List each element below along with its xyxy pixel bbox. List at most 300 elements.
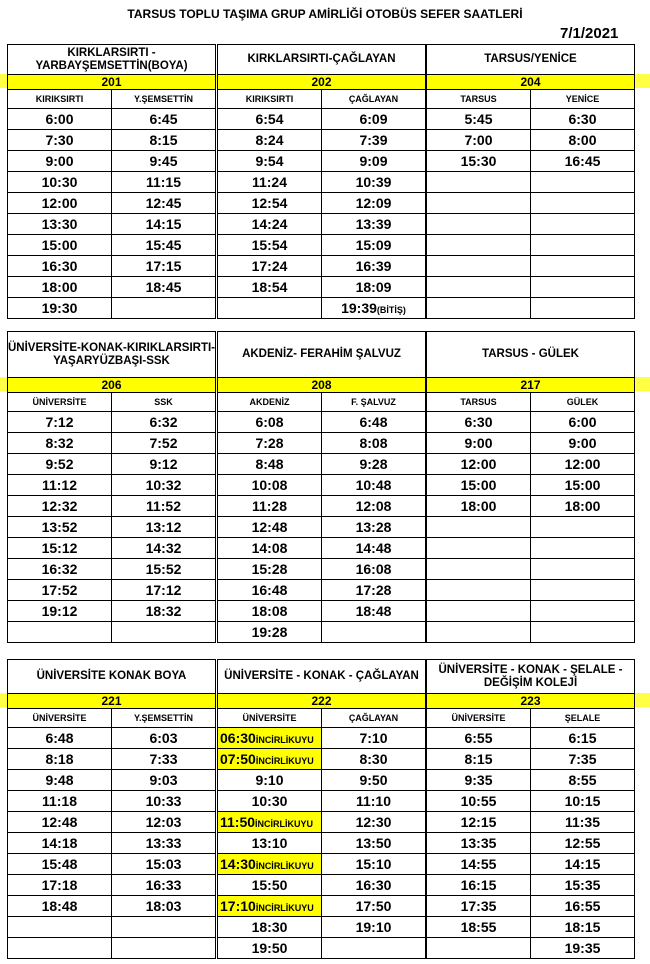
time-cell [8, 938, 112, 959]
route-number: 208 [218, 378, 426, 393]
time-cell: 18:45 [112, 277, 216, 298]
time-row [427, 475, 635, 496]
time-row [427, 622, 635, 643]
time-cell: 18:48 [8, 896, 112, 917]
time-cell [427, 580, 531, 601]
time-row [218, 109, 426, 130]
route-block [426, 331, 635, 643]
time-row [427, 559, 635, 580]
time-cell: 7:28 [218, 433, 322, 454]
time-cell [322, 938, 426, 959]
time-cell [427, 256, 531, 277]
time-cell: 14:08 [218, 538, 322, 559]
time-row [8, 454, 216, 475]
time-cell [218, 812, 322, 833]
time-cell: 12:00 [8, 193, 112, 214]
time-cell: 12:15 [427, 812, 531, 833]
time-cell: 19:50 [218, 938, 322, 959]
time-cell: 12:48 [218, 517, 322, 538]
time-cell: 19:12 [8, 601, 112, 622]
departure-time: 17:10 [220, 898, 256, 914]
time-cell: 9:35 [427, 770, 531, 791]
time-cell: 18:30 [218, 917, 322, 938]
route-number: 221 [8, 694, 216, 709]
stop-note: İNCİRLİKUYU [255, 903, 314, 913]
time-cell [427, 172, 531, 193]
route-table [7, 659, 216, 959]
time-row [8, 559, 216, 580]
time-cell: 13:12 [112, 517, 216, 538]
time-cell [218, 298, 322, 319]
route-name: ÜNİVERSİTE KONAK BOYA [8, 660, 216, 694]
time-cell [427, 277, 531, 298]
time-cell: 7:39 [322, 130, 426, 151]
time-cell: 17:50 [322, 896, 426, 917]
route-number-row [427, 75, 635, 90]
time-cell: 17:15 [112, 256, 216, 277]
time-row [8, 601, 216, 622]
time-cell: 7:33 [112, 749, 216, 770]
time-row [427, 454, 635, 475]
time-row [218, 938, 426, 959]
time-row [427, 172, 635, 193]
time-row [218, 580, 426, 601]
time-cell [218, 728, 322, 749]
time-cell: 18:08 [218, 601, 322, 622]
time-row [218, 917, 426, 938]
route-block [7, 44, 216, 319]
time-cell: 15:45 [112, 235, 216, 256]
departure-time: 19:39 [341, 300, 377, 316]
time-cell: 6:45 [112, 109, 216, 130]
column-header: Y.ŞEMSETTİN [112, 90, 216, 109]
route-name: AKDENİZ- FERAHİM ŞALVUZ [218, 332, 426, 378]
time-cell [531, 214, 635, 235]
time-cell [531, 277, 635, 298]
route-name: KIRKLARSIRTI-ÇAĞLAYAN [218, 45, 426, 75]
time-row [8, 109, 216, 130]
time-cell [427, 622, 531, 643]
time-cell: 12:08 [322, 496, 426, 517]
time-cell: 12:03 [112, 812, 216, 833]
time-row [8, 517, 216, 538]
time-cell: 9:54 [218, 151, 322, 172]
route-name-row [8, 45, 216, 75]
time-cell [531, 235, 635, 256]
page-title: TARSUS TOPLU TAŞIMA GRUP AMİRLİĞİ OTOBÜS SEFER SAATLERİ [127, 7, 523, 21]
time-row [218, 749, 426, 770]
time-row [427, 601, 635, 622]
time-row [427, 791, 635, 812]
time-cell: 15:30 [427, 151, 531, 172]
time-row [427, 812, 635, 833]
time-cell: 11:35 [531, 812, 635, 833]
time-row [427, 277, 635, 298]
time-cell: 14:15 [112, 214, 216, 235]
time-row [218, 601, 426, 622]
time-row [427, 833, 635, 854]
time-cell [112, 298, 216, 319]
time-row [8, 791, 216, 812]
column-header-row [8, 709, 216, 728]
time-cell: 15:28 [218, 559, 322, 580]
time-cell: 11:24 [218, 172, 322, 193]
column-header: Y.ŞEMSETTİN [112, 709, 216, 728]
time-cell: 18:00 [8, 277, 112, 298]
time-cell: 16:32 [8, 559, 112, 580]
end-note: (BİTİŞ) [376, 305, 406, 315]
time-cell: 8:48 [218, 454, 322, 475]
column-header-row [8, 90, 216, 109]
time-cell: 11:15 [112, 172, 216, 193]
route-number-row [218, 378, 426, 393]
time-row [427, 109, 635, 130]
time-cell: 17:52 [8, 580, 112, 601]
time-cell: 13:50 [322, 833, 426, 854]
time-cell: 14:48 [322, 538, 426, 559]
time-row [8, 938, 216, 959]
time-cell: 18:55 [427, 917, 531, 938]
column-header: F. ŞALVUZ [322, 393, 426, 412]
time-row [427, 896, 635, 917]
time-cell [531, 559, 635, 580]
column-header: YENİCE [531, 90, 635, 109]
time-cell: 6:32 [112, 412, 216, 433]
time-row [218, 538, 426, 559]
time-cell: 12:30 [322, 812, 426, 833]
column-header: SSK [112, 393, 216, 412]
time-cell [218, 896, 322, 917]
time-cell: 6:48 [322, 412, 426, 433]
time-cell: 15:35 [531, 875, 635, 896]
time-cell: 14:32 [112, 538, 216, 559]
stop-note: İNCİRLİKUYU [255, 819, 314, 829]
time-cell: 15:00 [531, 475, 635, 496]
time-cell [531, 517, 635, 538]
time-row [218, 475, 426, 496]
time-cell [531, 256, 635, 277]
time-cell: 9:00 [8, 151, 112, 172]
time-row [8, 235, 216, 256]
time-cell: 12:55 [531, 833, 635, 854]
time-cell: 12:48 [8, 812, 112, 833]
column-header: ÜNİVERSİTE [218, 709, 322, 728]
time-cell: 17:12 [112, 580, 216, 601]
time-cell: 16:33 [112, 875, 216, 896]
column-header: ÜNİVERSİTE [427, 709, 531, 728]
route-name-row [218, 660, 426, 694]
time-row [427, 496, 635, 517]
route-number-row [427, 378, 635, 393]
time-cell: 15:54 [218, 235, 322, 256]
time-row [427, 412, 635, 433]
time-cell: 8:24 [218, 130, 322, 151]
route-name: ÜNİVERSİTE - KONAK - ÇAĞLAYAN [218, 660, 426, 694]
time-cell: 12:45 [112, 193, 216, 214]
time-row [218, 517, 426, 538]
time-row [427, 538, 635, 559]
time-cell: 15:50 [218, 875, 322, 896]
time-row [427, 151, 635, 172]
route-table [426, 331, 635, 643]
column-header: KIRIKSIRTI [218, 90, 322, 109]
route-name: TARSUS - GÜLEK [427, 332, 635, 378]
time-cell: 15:10 [322, 854, 426, 875]
time-row [218, 791, 426, 812]
time-cell: 10:55 [427, 791, 531, 812]
time-cell: 13:35 [427, 833, 531, 854]
time-row [8, 749, 216, 770]
route-table [426, 659, 635, 959]
column-header-row [427, 90, 635, 109]
time-cell: 16:48 [218, 580, 322, 601]
route-table [7, 44, 216, 319]
time-cell: 9:45 [112, 151, 216, 172]
stop-note: İNCİRLİKUYU [255, 735, 314, 745]
route-name-row [218, 332, 426, 378]
time-cell: 9:00 [427, 433, 531, 454]
time-cell [8, 917, 112, 938]
time-cell: 16:08 [322, 559, 426, 580]
time-cell: 13:10 [218, 833, 322, 854]
time-cell [322, 298, 426, 319]
route-number-row [218, 75, 426, 90]
time-cell: 10:33 [112, 791, 216, 812]
time-cell [112, 622, 216, 643]
time-row [427, 875, 635, 896]
time-cell: 9:52 [8, 454, 112, 475]
time-cell [427, 298, 531, 319]
time-cell: 7:35 [531, 749, 635, 770]
column-header: AKDENİZ [218, 393, 322, 412]
column-header-row [8, 393, 216, 412]
time-cell: 17:24 [218, 256, 322, 277]
departure-time: 14:30 [220, 856, 256, 872]
route-table [217, 44, 426, 319]
time-row [218, 854, 426, 875]
time-row [218, 130, 426, 151]
time-cell: 18:15 [531, 917, 635, 938]
time-cell: 10:48 [322, 475, 426, 496]
time-cell: 8:08 [322, 433, 426, 454]
time-cell [531, 193, 635, 214]
time-cell: 19:10 [322, 917, 426, 938]
time-cell: 12:00 [427, 454, 531, 475]
schedule-date: 7/1/2021 [560, 25, 619, 42]
column-header: ÇAĞLAYAN [322, 709, 426, 728]
time-row [8, 580, 216, 601]
route-number: 223 [427, 694, 635, 709]
time-row [8, 728, 216, 749]
time-row [8, 538, 216, 559]
time-row [8, 256, 216, 277]
time-cell: 10:30 [8, 172, 112, 193]
route-number: 217 [427, 378, 635, 393]
time-cell [427, 517, 531, 538]
time-row [427, 214, 635, 235]
time-cell: 19:28 [218, 622, 322, 643]
route-table [217, 659, 426, 959]
time-cell: 14:18 [8, 833, 112, 854]
time-row [218, 172, 426, 193]
time-cell: 8:15 [112, 130, 216, 151]
route-name: TARSUS/YENİCE [427, 45, 635, 75]
time-row [218, 277, 426, 298]
column-header: ÇAĞLAYAN [322, 90, 426, 109]
time-cell: 14:24 [218, 214, 322, 235]
time-cell: 17:28 [322, 580, 426, 601]
column-header: ÜNİVERSİTE [8, 709, 112, 728]
time-row [8, 475, 216, 496]
time-cell: 11:12 [8, 475, 112, 496]
time-cell: 13:52 [8, 517, 112, 538]
stop-note: İNCİRLİKUYU [255, 861, 314, 871]
time-cell: 13:30 [8, 214, 112, 235]
time-cell: 18:00 [427, 496, 531, 517]
time-cell: 15:00 [8, 235, 112, 256]
time-cell: 6:54 [218, 109, 322, 130]
time-cell: 16:39 [322, 256, 426, 277]
stop-note: İNCİRLİKUYU [255, 756, 314, 766]
route-block [217, 659, 426, 959]
time-row [218, 728, 426, 749]
route-number: 204 [427, 75, 635, 90]
route-name-row [218, 45, 426, 75]
time-row [218, 214, 426, 235]
time-cell: 16:30 [8, 256, 112, 277]
time-cell: 6:48 [8, 728, 112, 749]
time-cell: 15:12 [8, 538, 112, 559]
time-cell: 16:30 [322, 875, 426, 896]
time-row [218, 235, 426, 256]
time-cell [427, 538, 531, 559]
route-name: KIRKLARSIRTI - YARBAYŞEMSETTİN(BOYA) [8, 45, 216, 75]
time-cell [427, 938, 531, 959]
column-header-row [427, 393, 635, 412]
route-number: 222 [218, 694, 426, 709]
time-row [8, 298, 216, 319]
time-row [8, 433, 216, 454]
time-cell: 17:18 [8, 875, 112, 896]
column-header-row [427, 709, 635, 728]
time-cell: 11:52 [112, 496, 216, 517]
time-row [427, 298, 635, 319]
time-cell: 6:09 [322, 109, 426, 130]
time-cell: 18:32 [112, 601, 216, 622]
time-cell: 7:30 [8, 130, 112, 151]
departure-time: 06:30 [220, 730, 256, 746]
time-cell: 8:18 [8, 749, 112, 770]
route-number-row [427, 694, 635, 709]
time-cell: 8:55 [531, 770, 635, 791]
time-cell: 10:32 [112, 475, 216, 496]
time-cell: 10:08 [218, 475, 322, 496]
route-name: ÜNİVERSİTE-KONAK-KIRIKLARSIRTI-YAŞARYÜZBAŞI-SSK [8, 332, 216, 378]
column-header: TARSUS [427, 90, 531, 109]
column-header-row [218, 90, 426, 109]
route-name: ÜNİVERSİTE - KONAK - ŞELALE - DEĞİŞİM KOLEJİ [427, 660, 635, 694]
time-cell: 6:30 [531, 109, 635, 130]
time-cell: 17:35 [427, 896, 531, 917]
time-row [8, 151, 216, 172]
time-row [218, 896, 426, 917]
route-name-row [427, 332, 635, 378]
time-row [427, 938, 635, 959]
route-number: 206 [8, 378, 216, 393]
time-row [427, 517, 635, 538]
time-cell: 16:45 [531, 151, 635, 172]
time-row [218, 433, 426, 454]
time-cell: 7:10 [322, 728, 426, 749]
route-table [217, 331, 426, 643]
time-cell: 16:15 [427, 875, 531, 896]
time-row [427, 728, 635, 749]
time-cell: 6:03 [112, 728, 216, 749]
time-cell: 13:39 [322, 214, 426, 235]
time-cell [427, 559, 531, 580]
column-header: ÜNİVERSİTE [8, 393, 112, 412]
time-cell: 16:55 [531, 896, 635, 917]
time-row [8, 622, 216, 643]
time-cell: 6:00 [531, 412, 635, 433]
time-row [8, 875, 216, 896]
route-block [217, 331, 426, 643]
time-row [427, 256, 635, 277]
time-cell: 8:32 [8, 433, 112, 454]
time-cell: 6:00 [8, 109, 112, 130]
column-header: TARSUS [427, 393, 531, 412]
time-cell: 9:50 [322, 770, 426, 791]
time-cell [531, 298, 635, 319]
time-row [8, 770, 216, 791]
route-block [217, 44, 426, 319]
time-row [218, 559, 426, 580]
time-cell: 10:15 [531, 791, 635, 812]
time-row [8, 130, 216, 151]
time-cell: 9:28 [322, 454, 426, 475]
route-name-row [427, 660, 635, 694]
route-number-row [8, 378, 216, 393]
time-cell: 7:12 [8, 412, 112, 433]
column-header: KIRIKSIRTI [8, 90, 112, 109]
route-block [426, 44, 635, 319]
route-number: 202 [218, 75, 426, 90]
time-row [218, 412, 426, 433]
time-row [427, 580, 635, 601]
time-cell: 9:09 [322, 151, 426, 172]
time-cell: 9:12 [112, 454, 216, 475]
time-row [8, 917, 216, 938]
time-row [427, 770, 635, 791]
time-row [8, 277, 216, 298]
time-cell: 8:00 [531, 130, 635, 151]
time-row [8, 214, 216, 235]
time-row [218, 298, 426, 319]
time-cell: 6:55 [427, 728, 531, 749]
time-row [427, 235, 635, 256]
departure-time: 07:50 [220, 751, 256, 767]
time-row [427, 749, 635, 770]
time-row [8, 172, 216, 193]
time-cell: 12:32 [8, 496, 112, 517]
time-row [427, 130, 635, 151]
time-cell: 9:00 [531, 433, 635, 454]
time-cell: 18:00 [531, 496, 635, 517]
time-cell: 14:55 [427, 854, 531, 875]
route-name-row [427, 45, 635, 75]
time-row [218, 193, 426, 214]
route-block [426, 659, 635, 959]
